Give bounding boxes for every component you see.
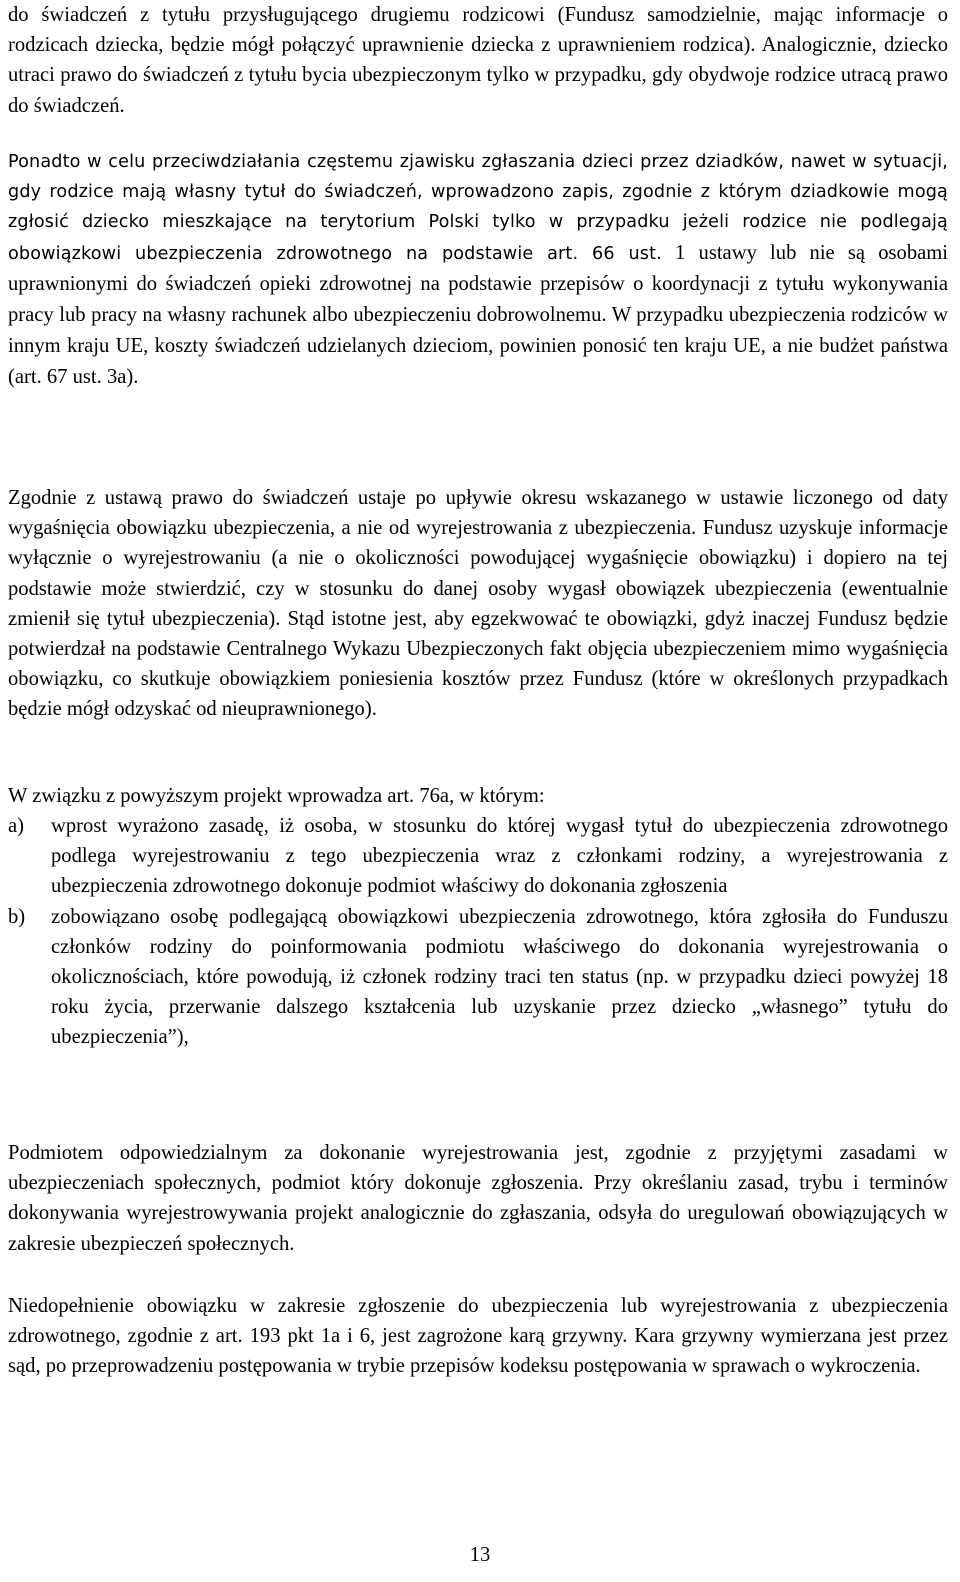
paragraph-grandparents (8, 147, 948, 394)
art-76a-list (8, 811, 948, 1053)
paragraph-penalty: Niedopełnienie obowiązku w zakresie zgłoszenie do ubezpieczenia lub wyrejestrowania z ubezpieczenia zdrowotnego, zgodnie z art. 193 pkt 1a i 6, jest zagrożone karą grzywny. Kara grzywny wymierzana jest przez sąd, po przeprowadzeniu postępowania w trybie przepisów kodeksu postępowania w sprawach o wykroczenia. (8, 1295, 948, 1378)
list-marker: a) (8, 815, 24, 837)
paragraph-right-expiry: Zgodnie z ustawą prawo do świadczeń ustaje po upływie okresu wskazanego w ustawie liczonego od daty wygaśnięcia obowiązku ubezpieczenia, a nie od wyrejestrowania z ubezpieczenia. Fundusz uzyskuje informacje wyłącznie o wyrejestrowaniu (a nie o okoliczności powodującej wygaśnięcie obowiązku) i dopiero na tej podstawie może stwierdzić, czy w stosunku do danej osoby wygasł obowiązek ubezpieczenia (ewentualnie zmienił się tytuł ubezpieczenia). Stąd istotne jest, aby egzekwować te obowiązki, gdyż inaczej Fundusz będzie potwierdzał na podstawie Centralnego Wykazu Ubezpieczonych fakt objęcia ubezpieczeniem mimo wygaśnięcia obowiązku, co skutkuje obowiązkiem poniesienia kosztów przez Fundusz (które w określonych przypadkach będzie mógł odzyskać od nieuprawnionego). (8, 487, 948, 721)
list-item-text: zobowiązano osobę podlegającą obowiązkowi ubezpieczenia zdrowotnego, która zgłosiła do Funduszu członków rodziny do poinformowania podmiotu właściwego do dokonania wyrejestrowania o okolicznościach, które powodują, iż członek rodziny traci ten status (np. w przypadku dzieci powyżej 18 roku życia, przerwanie dalszego kształcenia lub uzyskanie przez dziecko „własnego” tytułu do ubezpieczenia”), (51, 905, 948, 1049)
paragraph-children-rights: do świadczeń z tytułu przysługującego drugiemu rodzicowi (Fundusz samodzielnie, mając informacje o rodzicach dziecka, będzie mógł połączyć uprawnienie dziecka z uprawnieniem rodzica). Analogicznie, dziecko utraci prawo do świadczeń z tytułu bycia ubezpieczonym tylko w przypadku, gdy obydwoje rodzice utracą prawo do świadczeń. (8, 4, 948, 117)
list-item-text: wprost wyrażono zasadę, iż osoba, w stosunku do której wygasł tytuł do ubezpieczenia zdrowotnego podlega wyrejestrowaniu z tego ubezpieczenia wraz z członkami rodziny, a wyrejestrowania z ubezpieczenia zdrowotnego dokonuje podmiot właściwy do dokonania zgłoszenia (51, 815, 948, 898)
paragraph-grandparents-main: Ponadto w celu przeciwdziałania częstemu zjawisku zgłaszania dzieci przez dziadków, nawet w sytuacji, gdy rodzice mają własny tytuł do świadczeń, wprowadzono zapis, zgodnie z którym dziadkowie mogą zgłosić dziecko mieszkające na terytorium Polski tylko w przypadku jeżeli rodzice nie podlegają obowiązkowi ubezpieczenia zdrowotnego na podstawie art. 66 ust. (8, 152, 948, 264)
paragraph-responsible-entity: Podmiotem odpowiedzialnym za dokonanie wyrejestrowania jest, zgodnie z przyjętymi zasadami w ubezpieczeniach społecznych, podmiot który dokonuje zgłoszenia. Przy określaniu zasad, trybu i terminów dokonywania wyrejestrowywania projekt analogicznie do zgłaszania, odsyła do uregulowań obowiązujących w zakresie ubezpieczeń społecznych. (8, 1142, 948, 1255)
list-item (8, 902, 948, 1053)
list-item (8, 811, 948, 902)
paragraph-grandparents-tail: 1 ustawy lub nie są osobami uprawnionymi do świadczeń opieki zdrowotnej na podstawie przepisów o koordynacji z tytułu wykonywania pracy lub pracy na własny rachunek albo ubezpieczeniu dobrowolnemu. W przypadku ubezpieczenia rodziców w innym kraju UE, koszty świadczeń udzielanych dzieciom, powinien ponosić ten kraju UE, a nie budżet państwa (art. 67 ust. 3a). (8, 241, 948, 389)
paragraph-art-76a-intro: W związku z powyższym projekt wprowadza art. 76a, w którym: (8, 785, 545, 807)
page-number: 13 (469, 1544, 491, 1566)
list-marker: b) (8, 905, 26, 928)
